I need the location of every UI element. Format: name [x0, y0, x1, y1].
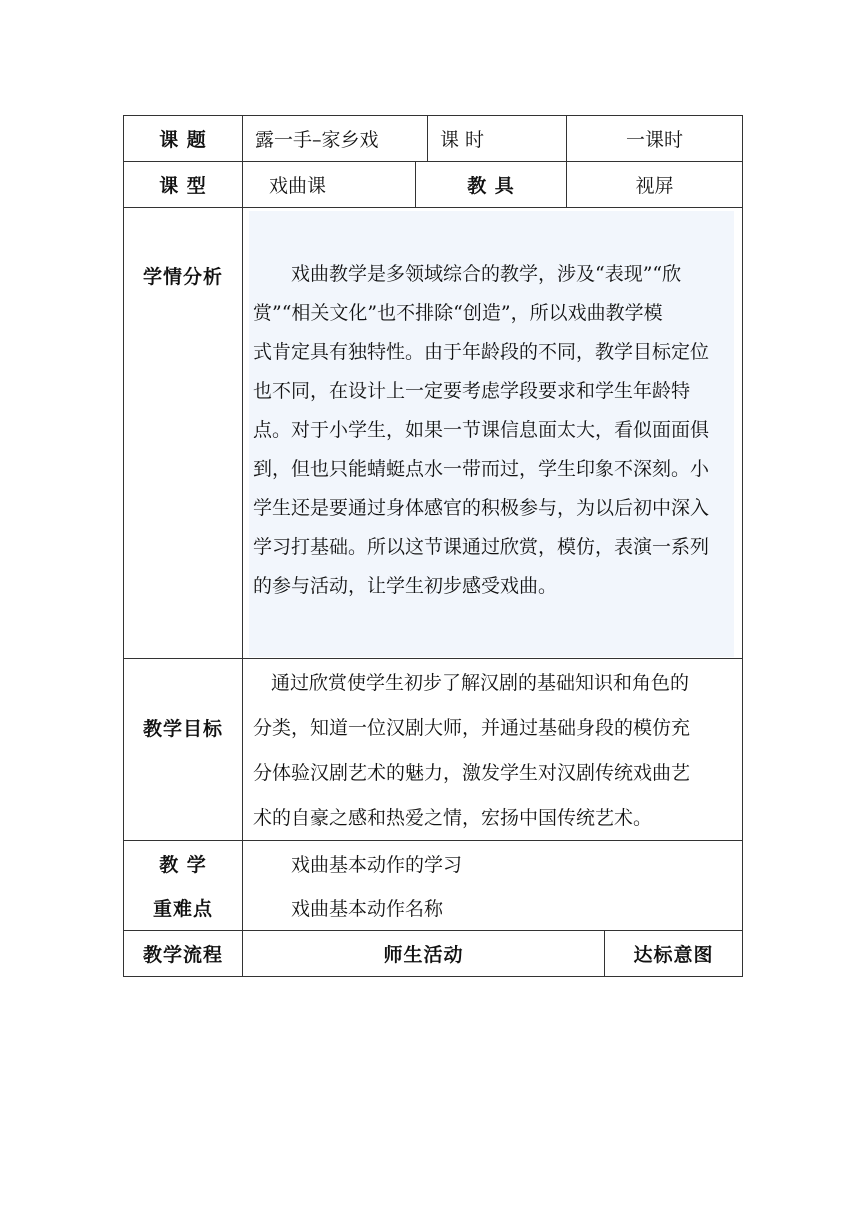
key-point-item: 戏曲基本动作名称 [291, 897, 444, 920]
table-border [123, 658, 743, 659]
analysis-line: 戏曲教学是多领域综合的教学，涉及“表现”“欣 [291, 263, 682, 285]
objectives-text [253, 661, 690, 841]
analysis-text [253, 255, 709, 606]
activity-header: 师生活动 [383, 944, 464, 966]
analysis-line: 点。对于小学生，如果一节课信息面太大，看似面面俱 [253, 419, 710, 441]
table-border [123, 976, 743, 977]
objectives-line: 通过欣赏使学生初步了解汉剧的基础知识和角色的 [271, 672, 690, 694]
analysis-label: 学情分析 [142, 265, 223, 288]
key-points-label-line1: 教 学 [159, 853, 207, 876]
key-points-label-line2: 重难点 [152, 897, 213, 920]
analysis-line: 学习打基础。所以这节课通过欣赏，模仿，表演一系列 [253, 536, 710, 558]
key-point-item: 戏曲基本动作的学习 [291, 853, 463, 876]
objectives-line: 术的自豪之感和热爱之情，宏扬中国传统艺术。 [253, 807, 653, 829]
analysis-line: 式肯定具有独特性。由于年龄段的不同，教学目标定位 [253, 341, 710, 363]
objectives-line: 分体验汉剧艺术的魅力，激发学生对汉剧传统戏曲艺 [253, 762, 691, 784]
analysis-line: 到，但也只能蜻蜓点水一带而过，学生印象不深刻。小 [253, 458, 710, 480]
period-label: 课 时 [440, 129, 485, 151]
period-value: 一课时 [625, 129, 683, 151]
analysis-line: 学生还是要通过身体感官的积极参与，为以后初中深入 [253, 497, 710, 519]
topic-label: 课 题 [159, 129, 207, 151]
table-border [242, 115, 243, 977]
analysis-line: 赏”“相关文化”也不排除“创造”，所以戏曲教学模 [253, 302, 663, 324]
objectives-line: 分类，知道一位汉剧大师，并通过基础身段的模仿充 [253, 717, 691, 739]
lesson-type-value: 戏曲课 [269, 175, 327, 197]
intent-header: 达标意图 [633, 944, 714, 966]
teaching-tools-value: 视屏 [635, 175, 674, 197]
process-label: 教学流程 [142, 944, 223, 966]
topic-value: 露一手–家乡戏 [255, 129, 379, 151]
lesson-type-label: 课 型 [159, 175, 207, 197]
table-border [123, 207, 743, 208]
objectives-label: 教学目标 [142, 717, 223, 740]
analysis-line: 的参与活动，让学生初步感受戏曲。 [253, 575, 558, 597]
table-border [742, 115, 743, 977]
teaching-tools-label: 教 具 [467, 175, 515, 197]
analysis-line: 也不同，在设计上一定要考虑学段要求和学生年龄特 [253, 380, 691, 402]
lesson-plan-table [123, 115, 743, 977]
